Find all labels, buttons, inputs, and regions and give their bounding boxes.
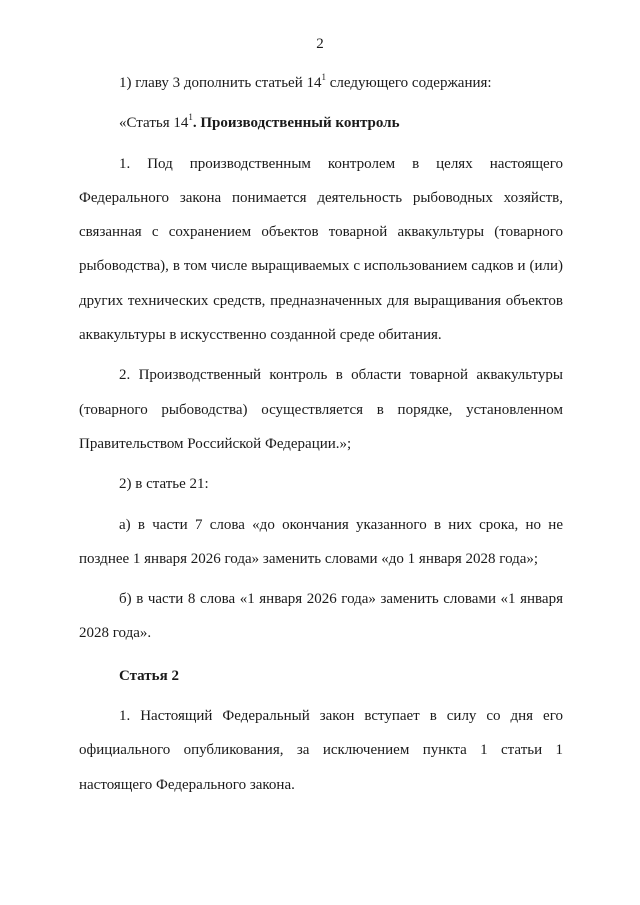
document-body [79,66,563,802]
amendment-item-1-text: 1) главу 3 дополнить статьей 14 [119,75,322,91]
article-heading [79,106,563,140]
paragraph-2: 2. Производственный контроль в области товарной аквакультуры (товарного рыбоводства) осуществляется в порядке, установленном Правительством Российской Федерации.»; [79,367,563,452]
amendment-item-1 [79,66,563,100]
article-2-paragraph: 1. Настоящий Федеральный закон вступает в силу со дня его официального опубликования, за исключением пункта 1 статьи 1 настоящего Федерального закона. [79,708,563,793]
page-number: 2 [316,36,324,52]
superscript: 1 [321,72,326,82]
paragraph-1: 1. Под производственным контролем в целях настоящего Федерального закона понимается деятельность рыбоводных хозяйств, связанная с сохранением объектов товарной аквакультуры (товарного рыбоводства), в том числе выращиваемых с использованием садков и (или) других технических средств, предназначенных для выращивания объектов аквакультуры в искусственно созданной среде обитания. [79,155,563,344]
article-2-heading-text: Статья 2 [119,667,179,684]
article-heading-title: . Производственный контроль [192,115,400,132]
amendment-item-1-tail: следующего содержания: [326,75,492,91]
article-2-heading [79,659,563,693]
amendment-item-2: 2) в статье 21: [119,476,209,493]
amendment-item-2a: а) в части 7 слова «до окончания указанного в них срока, но не позднее 1 января 2026 года» заменить словами «до 1 января 2028 года»; [79,516,563,567]
article-heading-open: «Статья 14 [119,115,189,132]
superscript: 1 [188,112,193,123]
amendment-item-2b: б) в части 8 слова «1 января 2026 года» заменить словами «1 января 2028 года». [79,591,563,642]
